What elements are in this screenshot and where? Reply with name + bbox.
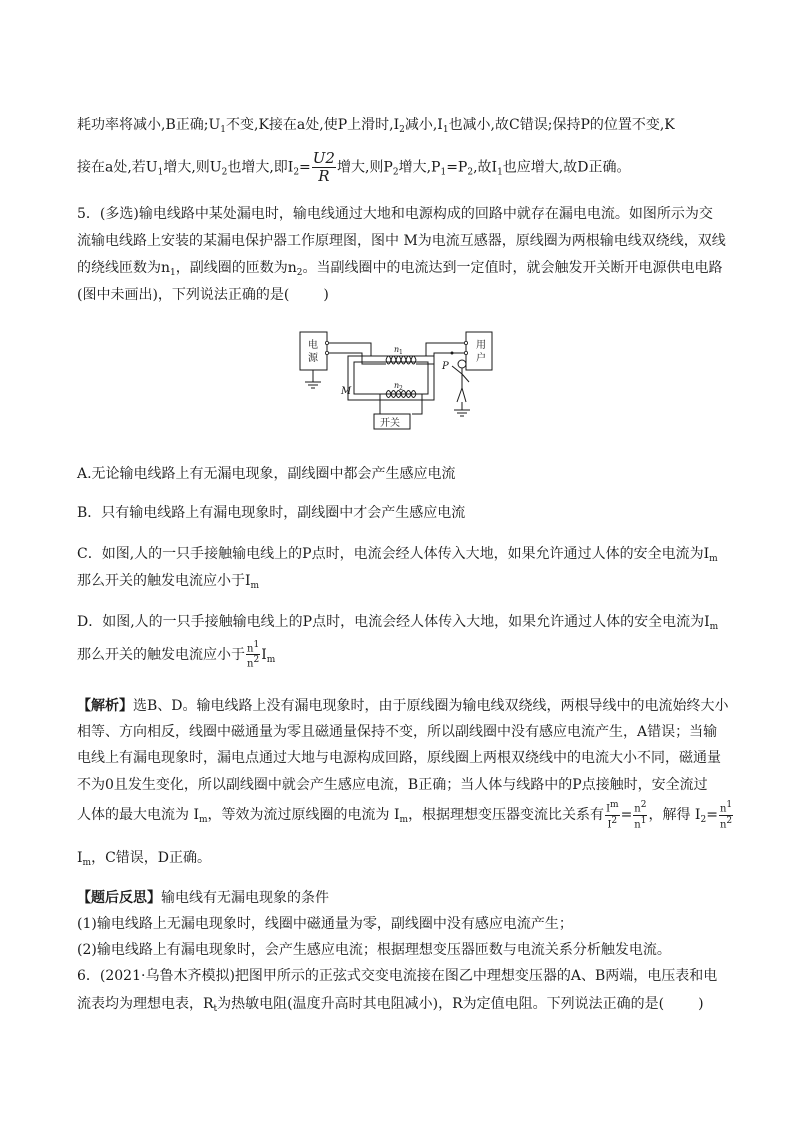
- fraction-numerator: U2: [312, 149, 335, 167]
- subscript: t: [213, 1004, 218, 1014]
- analysis-line: 电线上有漏电现象时，漏电点通过大地与电源构成回路，原线圈上两根双绕线中的电流大小不同，磁通量: [77, 750, 721, 766]
- wire: [380, 394, 386, 414]
- subscript: 2: [399, 125, 405, 135]
- subscript: 1: [157, 167, 164, 178]
- text-span: ): [698, 996, 704, 1012]
- subscript: m: [399, 815, 409, 825]
- fraction-denominator: [719, 816, 733, 830]
- point-p-dot: [451, 352, 454, 355]
- text-span: ,故I: [473, 159, 498, 176]
- subscript: 2: [293, 167, 300, 178]
- analysis-line: [77, 848, 211, 873]
- equals: =: [620, 807, 633, 823]
- text-span: 。当副线圈中的电流达到一定值时，就会触发开关断开电源供电电路: [302, 260, 723, 276]
- source-label: 电: [308, 340, 318, 351]
- text-span: 增大,P: [398, 159, 441, 176]
- fraction-denominator: [605, 816, 620, 830]
- fraction-numerator: [633, 800, 647, 815]
- question-6-line: [77, 994, 704, 1019]
- subscript: 2: [221, 167, 228, 178]
- question-5-line: 流输电线路上安装的某漏电保护器工作原理图，图中 M为电流互感器，原线圈为两根输电线双绕线，双线: [77, 233, 726, 249]
- person-leg: [462, 388, 466, 402]
- fraction-denominator: [633, 816, 647, 830]
- option-b: B．只有输电线路上有漏电现象时，副线圈中才会产生感应电流: [77, 505, 466, 521]
- fraction-denominator: [246, 655, 260, 669]
- equals: =: [299, 159, 311, 176]
- text-span: 接在a处,若U: [77, 159, 158, 176]
- subscript: 1: [220, 125, 226, 135]
- subscript: m: [266, 654, 276, 665]
- subscript: 2: [296, 268, 303, 278]
- option-c: [77, 571, 259, 596]
- analysis-line: [77, 800, 734, 835]
- fraction-u2-over-r: [312, 150, 336, 185]
- reflection-line: (1)输电线路上无漏电现象时，线圈中磁通量为零，副线圈中没有感应电流产生；: [77, 916, 573, 932]
- superscript: m: [610, 800, 619, 811]
- text-span: =P: [446, 159, 468, 176]
- text-span: 那么开关的触发电流应小于: [77, 646, 245, 663]
- question-5-line: [77, 258, 723, 283]
- person-head: [458, 360, 466, 368]
- equals: =: [706, 807, 718, 823]
- person-leg: [457, 388, 462, 402]
- text-span: ，副线圈的匝数为n: [175, 260, 297, 276]
- subscript: m: [709, 622, 719, 632]
- text-span: I: [607, 818, 612, 830]
- power-source-box: [300, 332, 327, 370]
- text-span: I: [77, 850, 83, 866]
- text-span: 流表均为理想电表，R: [77, 996, 214, 1012]
- text-line: [77, 115, 675, 140]
- subscript: 2: [392, 167, 399, 178]
- text-span: ): [323, 287, 329, 303]
- text-span: 为热敏电阻(温度升高时其电阻减小)，R为定值电阻。下列说法正确的是(: [217, 996, 665, 1012]
- option-a: A.无论输电线路上有无漏电现象，副线圈中都会产生感应电流: [77, 466, 456, 482]
- n2-label: n: [394, 381, 400, 390]
- user-label: 用: [476, 340, 486, 351]
- text-span: I: [606, 803, 611, 815]
- text-span: 选B、D。输电线路上没有漏电现象时，由于原线圈为输电线双绕线，两根导线中的电流始终大小: [133, 698, 729, 714]
- leakage-protector-diagram: [296, 326, 496, 438]
- question-6-line: 6．(2021·乌鲁木齐模拟)把图甲所示的正弦式交变电流接在图乙中理想变压器的A、B两端，电压表和电: [77, 968, 718, 984]
- subscript: m: [198, 815, 208, 825]
- switch-label: 开关: [380, 418, 400, 429]
- user-box: [466, 332, 492, 370]
- text-span: 的绕线匝数为n: [77, 260, 171, 276]
- text-span: n: [634, 803, 641, 815]
- superscript: 1: [253, 640, 260, 650]
- fraction-im-over-i2: [605, 800, 620, 830]
- text-span: n: [247, 643, 254, 655]
- terminal: [325, 351, 328, 354]
- user-label: 户: [476, 353, 486, 364]
- reflection-tag: 【题后反思】: [77, 890, 161, 906]
- text-span: ，根据理想变压器变流比关系有: [408, 807, 605, 823]
- subscript: 1: [440, 167, 447, 178]
- text-span: D．如图,人的一只手接触输电线上的P点时，电流会经人体传入大地，如果允许通过人体的安全电流为I: [77, 614, 710, 630]
- text-span: C．如图,人的一只手接触输电线上的P点时，电流会经人体传入大地，如果允许通过人体的安全电流为I: [77, 546, 710, 562]
- subscript: m: [82, 858, 92, 868]
- point-p-label: P: [442, 361, 449, 372]
- question-5-line: [77, 285, 329, 305]
- text-span: 那么开关的触发电流应小于I: [77, 573, 251, 589]
- terminal: [464, 341, 467, 344]
- reflection-line: [77, 888, 329, 908]
- wire: [327, 343, 386, 356]
- subscript: 2: [467, 167, 474, 178]
- text-span: 也应增大,故D正确。: [502, 159, 631, 176]
- text-span: ，等效为流过原线圈的电流为 I: [207, 807, 400, 823]
- wire: [416, 343, 466, 356]
- text-span: 人体的最大电流为 I: [77, 807, 199, 823]
- text-span: 增大,则P: [336, 159, 393, 176]
- text-span: n: [719, 803, 727, 815]
- superscript: 2: [726, 815, 733, 826]
- superscript: 2: [640, 800, 647, 811]
- text-span: 也增大,即I: [227, 159, 294, 176]
- fraction-n1-over-n2: [719, 800, 733, 830]
- analysis-tag: 【解析】: [77, 698, 133, 714]
- source-label: 源: [308, 353, 318, 364]
- fraction-denominator: R: [318, 167, 330, 185]
- subscript: 2: [700, 815, 707, 825]
- text-span: ，解得 I: [648, 807, 701, 823]
- subscript: 1: [170, 268, 176, 278]
- option-d: [77, 640, 275, 674]
- text-span: 不变,K接在a处,使P上滑时,I: [226, 117, 400, 133]
- fraction-n2-over-n1: [633, 800, 647, 830]
- analysis-line: 相等、方向相反，线圈中磁通量为零且磁通量保持不变，所以副线圈中没有感应电流产生，A错误；当输: [77, 724, 718, 740]
- text-span: n: [247, 658, 254, 670]
- superscript: 1: [726, 800, 733, 811]
- n2-subscript: 2: [399, 385, 403, 392]
- superscript: 1: [640, 815, 647, 826]
- terminal: [464, 351, 467, 354]
- subscript: m: [250, 581, 260, 591]
- text-span: n: [719, 818, 727, 830]
- terminal: [325, 341, 328, 344]
- superscript: 2: [253, 655, 260, 666]
- text-span: n: [634, 818, 641, 830]
- fraction-numerator: [719, 800, 733, 815]
- subscript: m: [709, 554, 718, 564]
- fraction-numerator: [605, 800, 620, 815]
- core-inner: [354, 362, 428, 394]
- secondary-coil: [386, 394, 416, 398]
- subscript: 1: [442, 125, 449, 135]
- person-arm: [462, 374, 469, 382]
- question-5-line: 5．(多选)输电线路中某处漏电时，输电线通过大地和电源构成的回路中就存在漏电电流。如图所示为交: [77, 206, 713, 222]
- n1-label: n: [394, 345, 400, 354]
- fraction-numerator: [246, 640, 260, 655]
- option-d: [77, 612, 718, 637]
- analysis-line: 不为0且发生变化，所以副线圈中就会产生感应电流，B正确；当人体与线路中的P点接触时，安全流过: [77, 777, 708, 793]
- transformer-m-label: M: [341, 386, 352, 397]
- n1-subscript: 1: [399, 349, 403, 356]
- reflection-line: (2)输电线路上有漏电现象时，会产生感应电流；根据理想变压器匝数与电流关系分析触发电流。: [77, 942, 671, 958]
- text-span: ，C错误，D正确。: [91, 850, 212, 866]
- text-span: 增大,则U: [163, 159, 222, 176]
- subscript: 1: [497, 167, 503, 178]
- text-span: I: [261, 646, 267, 663]
- superscript: 2: [611, 815, 618, 826]
- analysis-line: [77, 696, 729, 716]
- text-line: [77, 150, 630, 189]
- text-span: 耗功率将减小,B正确;U: [77, 117, 221, 133]
- text-span: 减小,I: [404, 117, 443, 133]
- fraction-n1-over-n2: [246, 640, 260, 670]
- text-span: (图中未画出)，下列说法正确的是(: [77, 287, 290, 303]
- reflection-title: 输电线有无漏电现象的条件: [161, 890, 329, 906]
- text-span: 也减小,故C错误;保持P的位置不变,K: [448, 117, 675, 133]
- option-c: [77, 544, 718, 569]
